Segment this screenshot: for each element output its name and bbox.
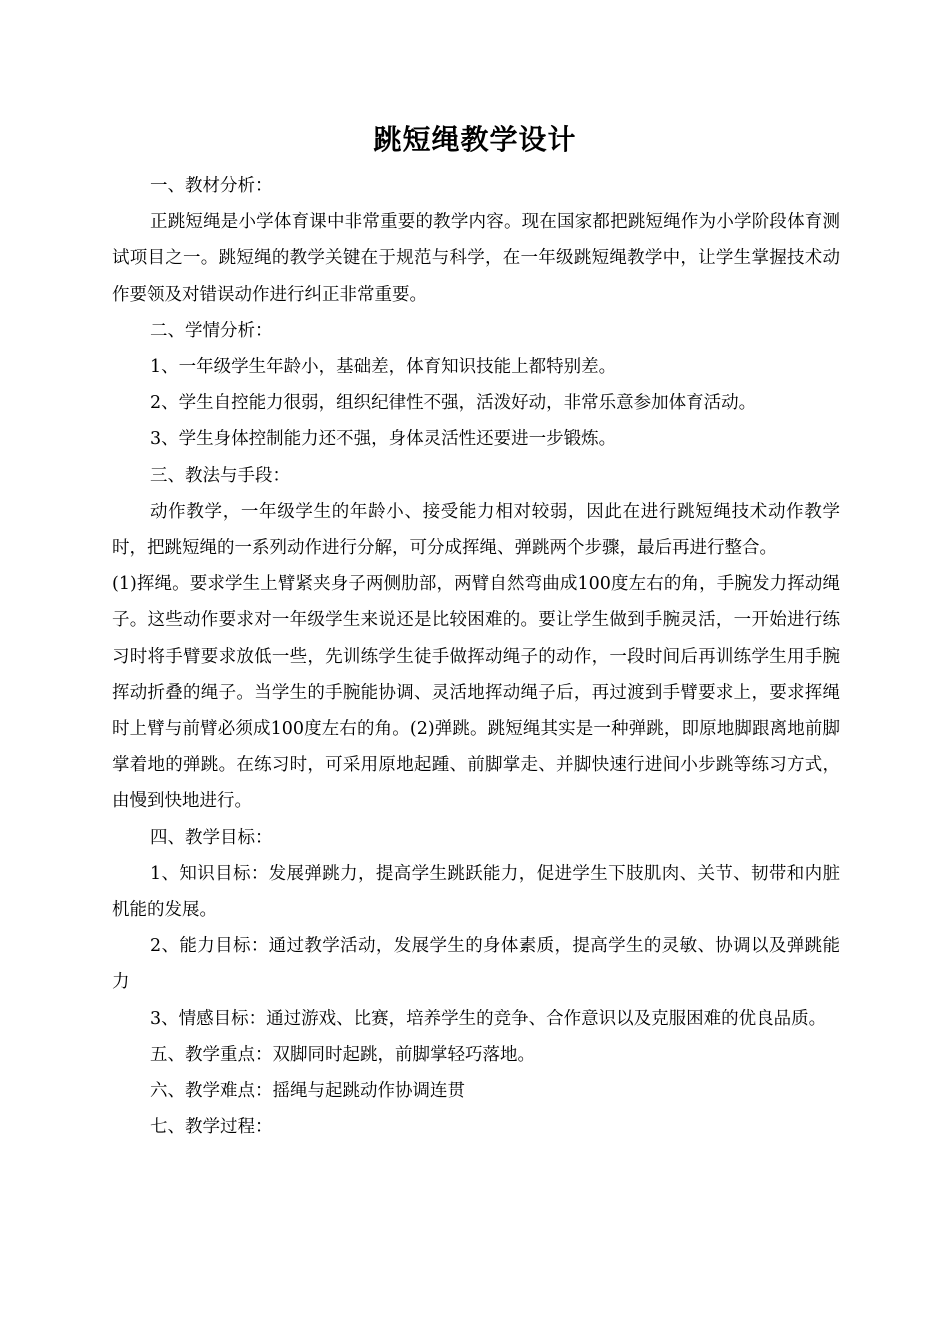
objective-knowledge: 1、知识目标：发展弹跳力，提高学生跳跃能力，促进学生下肢肌肉、关节、韧带和内脏机能的发展。 (112, 863, 840, 921)
section-key-points: 五、教学重点：双脚同时起跳，前脚掌轻巧落地。 (150, 1044, 535, 1065)
section-heading-methods: 三、教法与手段： (150, 465, 290, 486)
paragraph-methods-steps: (1)挥绳。要求学生上臂紧夹身子两侧肋部，两臂自然弯曲成100度左右的角，手腕发力挥动绳子。这些动作要求对一年级学生来说还是比较困难的。要让学生做到手腕灵活，一开始进行练习时将手臂要求放低一些，先训练学生徒手做挥动绳子的动作，一段时间后再训练学生用手腕挥动折叠的绳子。当学生的手腕能协调、灵活地挥动绳子后，再过渡到手臂要求上，要求挥绳时上臂与前臂必须成100度左右的角。(2)弹跳。跳短绳其实是一种弹跳，即原地脚跟离地前脚掌着地的弹跳。在练习时，可采用原地起踵、前脚掌走、并脚快速行进间小步跳等练习方式，由慢到快地进行。 (112, 574, 840, 812)
section-heading-process: 七、教学过程： (150, 1117, 273, 1138)
section-heading-student-analysis: 二、学情分析： (150, 320, 273, 341)
student-analysis-item-1: 1、一年级学生年龄小，基础差，体育知识技能上都特别差。 (150, 357, 617, 378)
section-difficulties: 六、教学难点：摇绳与起跳动作协调连贯 (150, 1081, 465, 1102)
document-title: 跳短绳教学设计 (373, 123, 577, 156)
section-heading-objectives: 四、教学目标： (150, 827, 273, 848)
objective-ability: 2、能力目标：通过教学活动，发展学生的身体素质，提高学生的灵敏、协调以及弹跳能力 (112, 936, 840, 993)
paragraph-material-analysis: 正跳短绳是小学体育课中非常重要的教学内容。现在国家都把跳短绳作为小学阶段体育测试项目之一。跳短绳的教学关键在于规范与科学，在一年级跳短绳教学中，让学生掌握技术动作要领及对错误动作进行纠正非常重要。 (112, 212, 840, 305)
student-analysis-item-3: 3、学生身体控制能力还不强，身体灵活性还要进一步锻炼。 (150, 429, 617, 450)
document-body (112, 168, 840, 1145)
student-analysis-item-2: 2、学生自控能力很弱，组织纪律性不强，活泼好动，非常乐意参加体育活动。 (150, 393, 757, 414)
section-heading-material-analysis: 一、教材分析： (150, 176, 273, 196)
objective-emotion: 3、情感目标：通过游戏、比赛，培养学生的竞争、合作意识以及克服困难的优良品质。 (150, 1008, 827, 1029)
paragraph-methods-intro: 动作教学，一年级学生的年龄小、接受能力相对较弱，因此在进行跳短绳技术动作教学时，把跳短绳的一系列动作进行分解，可分成挥绳、弹跳两个步骤，最后再进行整合。 (112, 501, 840, 559)
